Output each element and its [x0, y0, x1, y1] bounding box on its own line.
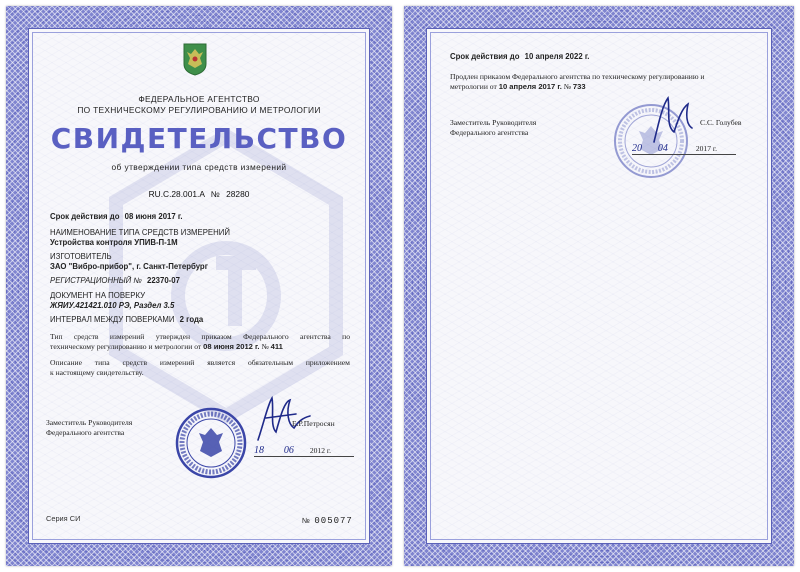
description-line-1: Описание типа средств измерений является обязательным приложением [50, 358, 350, 367]
certificate-title: СВИДЕТЕЛЬСТВО [50, 122, 348, 155]
registration-label: РЕГИСТРАЦИОННЫЙ № [50, 276, 142, 285]
signature-icon [640, 90, 700, 150]
sign-year: 2012 г. [309, 446, 332, 455]
validity-row [50, 212, 183, 222]
extension-line-1: Продлен приказом Федерального агентства по техническому регулированию и [450, 72, 705, 81]
right-signer-title [450, 118, 590, 138]
approval-line-2-text: техническому регулированию и метрологии от [50, 342, 202, 351]
official-stamp-icon [174, 406, 248, 480]
registration-row [50, 276, 180, 286]
interval-row [50, 315, 203, 325]
right-sign-day: 20 [632, 143, 642, 154]
right-signer-name: С.С. Голубев [700, 118, 742, 127]
reg-no: 28280 [226, 189, 250, 199]
approval-no-label: № [261, 342, 269, 351]
extension-line-2 [450, 82, 750, 92]
interval-value: 2 года [179, 315, 204, 324]
signer-title-line-2: Федерального агентства [46, 428, 125, 437]
interval-label: ИНТЕРВАЛ МЕЖДУ ПОВЕРКАМИ [50, 315, 175, 324]
certificate-front-page [6, 6, 392, 566]
verification-doc-block [50, 291, 174, 311]
extension-paragraph [450, 72, 750, 92]
signer-title [46, 418, 186, 438]
approval-no: 411 [270, 342, 283, 351]
sign-month: 06 [283, 445, 294, 456]
validity-label: Срок действия до [50, 212, 120, 221]
validity-date: 08 июня 2017 г. [124, 212, 183, 221]
coat-of-arms-icon [182, 42, 208, 76]
reg-code: RU.C.28.001.A [148, 189, 205, 199]
agency-line-1: ФЕДЕРАЛЬНОЕ АГЕНТСТВО [138, 94, 260, 104]
extension-no: 733 [572, 82, 586, 91]
signer-name: Е.Р.Петросян [292, 419, 335, 428]
right-sign-month: 04 [657, 143, 668, 154]
approval-line-1: Тип средств измерений утвержден приказом Федерального агентства по [50, 332, 350, 341]
series-label: Серия СИ [46, 514, 81, 523]
certificate-back-page [404, 6, 794, 566]
agency-name [6, 94, 392, 116]
serial-no-label: № [302, 516, 310, 525]
agency-line-2: ПО ТЕХНИЧЕСКОМУ РЕГУЛИРОВАНИЮ И МЕТРОЛОГИИ [77, 105, 321, 115]
manufacturer-label: ИЗГОТОВИТЕЛЬ [50, 252, 112, 261]
manufacturer-block [50, 252, 208, 272]
approval-date: 08 июня 2012 г. [203, 342, 260, 351]
extension-line-2-text: метрологии от [450, 82, 497, 91]
signer-title-line-1: Заместитель Руководителя [46, 418, 133, 427]
extension-date: 10 апреля 2017 г. [498, 82, 562, 91]
registration-code [6, 189, 392, 199]
right-signer-title-line-2: Федерального агентства [450, 128, 529, 137]
page-inner-area [426, 28, 772, 544]
verification-doc-value: ЖЯИУ.421421.010 РЭ, Раздел 3.5 [50, 301, 175, 310]
type-name-value: Устройства контроля УПИВ-П-1М [50, 238, 178, 247]
right-validity-row [450, 52, 589, 62]
right-sign-date-row [632, 144, 736, 155]
right-validity-date: 10 апреля 2022 г. [524, 52, 590, 61]
reg-no-label: № [210, 189, 220, 199]
sign-date-row [254, 446, 354, 457]
right-validity-label: Срок действия до [450, 52, 520, 61]
certificate-subtitle: об утверждении типа средств измерений [111, 162, 287, 172]
verification-doc-label: ДОКУМЕНТ НА ПОВЕРКУ [50, 291, 146, 300]
serial-no: 005077 [314, 516, 353, 526]
right-sign-year: 2017 г. [695, 144, 718, 153]
approval-paragraph [50, 332, 350, 352]
description-paragraph [50, 358, 350, 378]
extension-no-label: № [563, 82, 571, 91]
approval-line-2 [50, 342, 350, 352]
registration-value: 22370-07 [147, 276, 180, 285]
right-signer-title-line-1: Заместитель Руководителя [450, 118, 537, 127]
type-name-label: НАИМЕНОВАНИЕ ТИПА СРЕДСТВ ИЗМЕРЕНИЙ [50, 228, 230, 237]
sign-day: 18 [254, 445, 264, 456]
type-name-block [50, 228, 230, 248]
manufacturer-value: ЗАО "Вибро-прибор", г. Санкт-Петербург [50, 262, 208, 271]
serial-number [302, 510, 353, 528]
description-line-2: к настоящему свидетельству. [50, 368, 144, 377]
